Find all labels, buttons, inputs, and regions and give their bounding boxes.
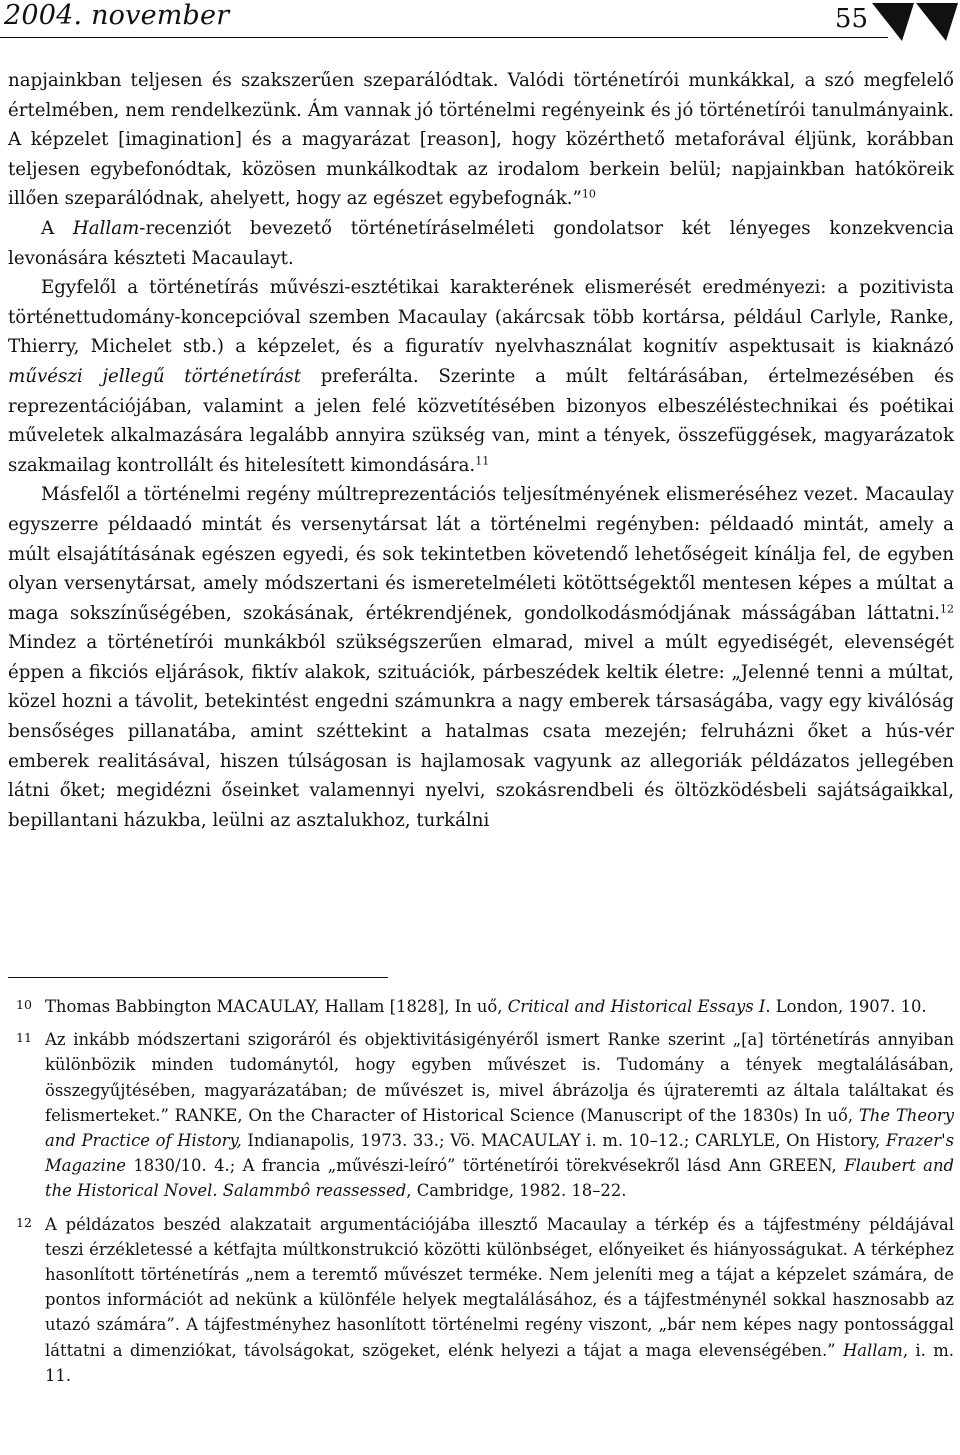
- footnote-text: Indianapolis, 1973. 33.; Vö. MACAULAY i. m. 10–12.; CARLYLE, On History,: [241, 1131, 886, 1151]
- italic-text: művészi jellegű történetírást: [8, 365, 302, 387]
- footnote: [8, 1027, 954, 1203]
- paragraph: [8, 214, 954, 273]
- footnote-number: 11: [16, 1030, 32, 1046]
- footnote-text: A példázatos beszéd alakzatait argumentációjába illesztő Macaulay a térkép és a tájfestmény példájával teszi érzékletessé a kétfajta múltkonstrukció közötti különbséget, előnyeiket és hiányosságukat. A térképhez hasonlított történetírás „nem a teremtő művészet terméke. Nem jeleníti meg a tájat a képzelet számára, de pontos információt ad nekünk a különféle helyek megtalálásához, és a tájfestménynél sokkal hasznosabb az utazó számára”. A tájfestményhez hasonlított történelmi regény viszont, „bár nem képes nagy pontossággal láttatni a dimenziókat, távolságokat, szögeket, elénk helyezi a tájat a maga elevenségében.”: [45, 1214, 954, 1360]
- footnote-number: 10: [16, 997, 32, 1012]
- footnote-ref[interactable]: 12: [940, 602, 954, 616]
- italic-text: Hallam: [72, 217, 140, 239]
- footnote-ref[interactable]: 10: [581, 187, 596, 201]
- italic-text: Frazer's Magazine: [45, 1131, 954, 1176]
- page-number: 55: [834, 4, 868, 34]
- paragraph-text: Egyfelől a történetírás művészi-esztétikai karakterének elismerését eredményezi: a pozitivista történettudomány-koncepcióval szemben Macaulay (akárcsak több kortársa, például Carlyle, Ranke, Thierry, Michelet stb.) a képzelet, és a figuratív nyelvhasználat kognitív aspektusait is kiaknázó: [8, 277, 954, 358]
- paragraph: [8, 273, 954, 480]
- footnote-text: , Cambridge, 1982. 18–22.: [406, 1181, 627, 1201]
- footnote-text: Thomas Babbington MACAULAY, Hallam [1828], In uő,: [45, 997, 508, 1016]
- paragraph-text: preferálta. Szerinte a múlt feltárásában, értelmezésében és reprezentációjában, valamint a jelen felé közvetítésében bizonyos elbeszéléstechnikai és poétikai műveletek alkalmazására legalább annyira szükség van, mint a tények, összefüggések, magyarázatok szakmailag kontrollált és hitelesített kimondására.: [8, 365, 954, 476]
- footnote-text: Az inkább módszertani szigoráról és objektivitásigényéről ismert Ranke szerint „[a] történetírás annyiban különbözik minden tudománytól, hogy egyben művészet is. Tudomány a tények megtalálásában, összegyűjtésében, magyarázatában; de művészet is, mivel ábrázolja és újrateremti az általa találtakat és felismerteket.” RANKE, On the Character of Historical Science (Manuscript of the 1830s) In uő,: [45, 1030, 954, 1125]
- paragraph: [8, 66, 954, 214]
- footnotes: [8, 994, 954, 1396]
- footnote-ref[interactable]: 11: [475, 454, 490, 468]
- header-rule: [0, 37, 888, 38]
- paragraph-text: -recenziót bevezető történetíráselméleti gondolatsor két lényeges konzekvencia levonására készteti Macaulayt.: [8, 217, 955, 269]
- paragraph-text: A: [41, 217, 73, 239]
- footnote-text: . London, 1907. 10.: [765, 997, 927, 1016]
- italic-text: Hallam: [842, 1340, 903, 1360]
- header-issue-date: 2004. november: [4, 0, 230, 31]
- double-triangle-icon: [872, 3, 958, 41]
- italic-text: Critical and Historical Essays I: [507, 997, 766, 1016]
- page-header: [0, 0, 960, 48]
- italic-text: The Theory and Practice of History,: [45, 1105, 954, 1151]
- footnote: [8, 1212, 954, 1388]
- footnote-separator: [8, 977, 388, 978]
- paragraph: [8, 480, 954, 835]
- footnote-number: 12: [16, 1214, 32, 1230]
- paragraph-text: Mindez a történetírói munkákból szükségszerűen elmarad, mivel a múlt egyediségét, elevenségét éppen a fikciós eljárások, fiktív alakok, szituációk, párbeszédek keltik életre: „Jelenné tenni a múltat, közel hozni a távolit, betekintést engedni számunkra a nagy emberek társaságába, vagy egy kiválóság bensőséges pillanatába, amint széttekint a hatalmas csata mezején; felruházni őket a hús-vér emberek realitásával, hiszen túlságosan is hajlamosak vagyunk az allegoriák példázatos jellegében látni őket; megidézni őseinket valamennyi nyelvi, szokásrendbeli és öltözködésbeli sajátságaikkal, bepillantani házukba, leülni az asztalukhoz, turkálni: [8, 632, 954, 831]
- paragraph-text: napjainkban teljesen és szakszerűen szeparálódtak. Valódi történetírói munkákkal, a szó megfelelő értelmében, nem rendelkezünk. Ám vannak jó történelmi regényeink és jó történetírói tanulmányaink. A képzelet [imagination] és a magyarázat [reason], hogy közérthető metaforával éljünk, korábban teljesen egybefonódtak, közösen munkálkodtak az irodalom berkein belül; napjainkban hatóköreik illően szeparálódnak, ahelyett, hogy az egészet egybefognák.”: [8, 70, 954, 210]
- italic-text: Flaubert and the Historical Novel. Salammbô reassessed: [45, 1156, 955, 1201]
- footnote-text: , i. m. 11.: [45, 1340, 954, 1385]
- paragraph-text: Másfelől a történelmi regény múltreprezentációs teljesítményének elismeréséhez vezet. Macaulay egyszerre példaadó mintát és versenytársat lát a történelmi regényben: példaadó mintát, amely a múlt elsajátításának egészen egyedi, és sok tekintetben követendő lehetőségeit kínálja fel, de egyben olyan versenytársat, amely módszertani és ismeretelméleti kötöttségektől mentesen képes a múltat a maga sokszínűségében, szokásának, értékrendjének, gondolkodásmódjának másságában láttatni.: [8, 484, 954, 624]
- footnote-text: 1830/10. 4.; A francia „művészi-leíró” történetírói törekvésekről lásd Ann GREEN,: [125, 1156, 845, 1176]
- main-text: [8, 66, 954, 835]
- footnote: [8, 994, 954, 1019]
